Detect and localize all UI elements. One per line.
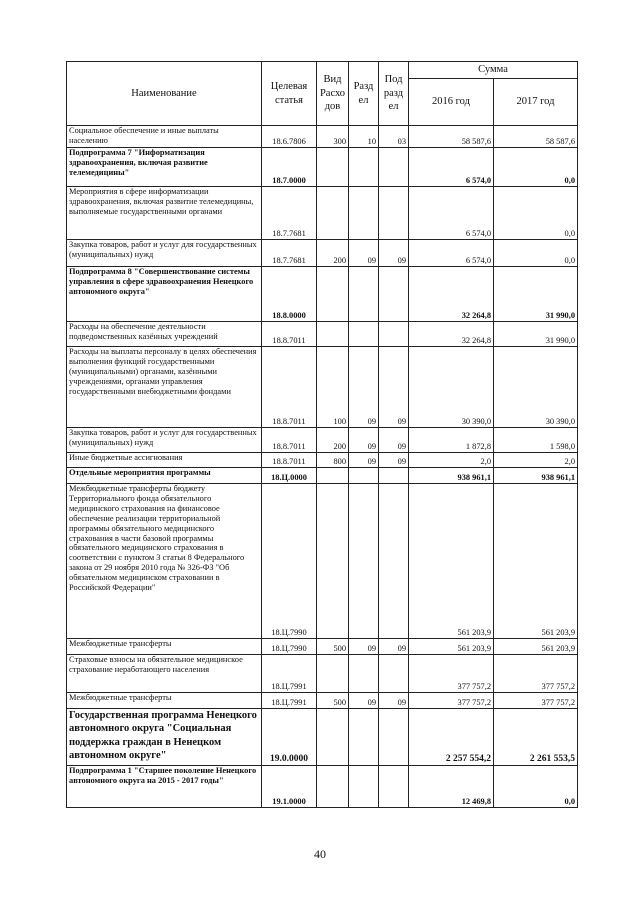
- row-code-cell: 18.8.7011: [262, 347, 317, 428]
- row-section-cell: [349, 766, 379, 808]
- table-row: [67, 453, 578, 468]
- row-code-cell: 18.Ц.7990: [262, 639, 317, 655]
- row-code-cell: 18.7.7681: [262, 187, 317, 240]
- page-number: 40: [314, 847, 326, 861]
- row-amount-2016-cell: 2 257 554,2: [409, 709, 494, 766]
- row-section-cell: [349, 655, 379, 693]
- row-subsection-cell: 09: [379, 693, 409, 709]
- row-section-cell: 09: [349, 240, 379, 267]
- row-name-cell: Межбюджетные трансферты: [67, 639, 262, 655]
- row-subsection-cell: 09: [379, 639, 409, 655]
- row-expense-type-cell: 800: [317, 453, 349, 468]
- row-subsection-cell: [379, 148, 409, 187]
- row-amount-2017-cell: 2,0: [494, 453, 578, 468]
- row-amount-2017-cell: 58 587,6: [494, 126, 578, 148]
- row-subsection-cell: [379, 322, 409, 347]
- row-amount-2016-cell: 377 757,2: [409, 655, 494, 693]
- row-subsection-cell: 03: [379, 126, 409, 148]
- header-sum: Сумма: [409, 62, 578, 79]
- row-amount-2017-cell: 938 961,1: [494, 468, 578, 484]
- row-expense-type-cell: 200: [317, 240, 349, 267]
- row-expense-type-cell: [317, 766, 349, 808]
- row-name-cell: Подпрограмма 8 "Совершенствование системы управления в сфере здравоохранения Ненецкого автономного округа": [67, 267, 262, 322]
- table-row: [67, 693, 578, 709]
- row-section-cell: 09: [349, 453, 379, 468]
- table-row: [67, 126, 578, 148]
- row-section-cell: 09: [349, 347, 379, 428]
- row-name-cell: Расходы на обеспечение деятельности подведомственных казённых учреждений: [67, 322, 262, 347]
- row-amount-2016-cell: 58 587,6: [409, 126, 494, 148]
- row-amount-2017-cell: 377 757,2: [494, 655, 578, 693]
- row-expense-type-cell: 300: [317, 126, 349, 148]
- row-section-cell: [349, 322, 379, 347]
- row-subsection-cell: 09: [379, 240, 409, 267]
- row-amount-2017-cell: 2 261 553,5: [494, 709, 578, 766]
- row-name-cell: Расходы на выплаты персоналу в целях обеспечения выполнения функций государственными (муниципальными) органами, казёнными учреждениями, органами управления государственными внебюджетными фондами: [67, 347, 262, 428]
- row-amount-2016-cell: 32 264,8: [409, 322, 494, 347]
- row-section-cell: 09: [349, 639, 379, 655]
- row-amount-2017-cell: 0,0: [494, 240, 578, 267]
- row-amount-2016-cell: 6 574,0: [409, 240, 494, 267]
- row-amount-2017-cell: 561 203,9: [494, 484, 578, 639]
- row-section-cell: [349, 709, 379, 766]
- row-code-cell: 18.8.7011: [262, 428, 317, 453]
- row-name-cell: Подпрограмма 7 "Информатизация здравоохранения, включая развитие телемедицины": [67, 148, 262, 187]
- row-amount-2017-cell: 31 990,0: [494, 322, 578, 347]
- row-amount-2016-cell: 6 574,0: [409, 187, 494, 240]
- header-name: Наименование: [67, 62, 262, 126]
- row-subsection-cell: [379, 766, 409, 808]
- row-name-cell: Иные бюджетные ассигнования: [67, 453, 262, 468]
- row-amount-2016-cell: 561 203,9: [409, 484, 494, 639]
- row-amount-2016-cell: 561 203,9: [409, 639, 494, 655]
- row-amount-2017-cell: 31 990,0: [494, 267, 578, 322]
- row-expense-type-cell: [317, 484, 349, 639]
- row-amount-2017-cell: 561 203,9: [494, 639, 578, 655]
- row-name-cell: Мероприятия в сфере информатизации здравоохранения, включая развитие телемедицины, выполняемые государственными органами: [67, 187, 262, 240]
- row-code-cell: 18.7.7681: [262, 240, 317, 267]
- row-subsection-cell: [379, 484, 409, 639]
- row-subsection-cell: 09: [379, 347, 409, 428]
- row-name-cell: Межбюджетные трансферты бюджету Территориального фонда обязательного медицинского страхования на финансовое обеспечение реализации территориальной программы обязательного медицинского страхования в части базовой программы обязательного медицинского страхования в соответствии с пунктом 3 статьи 8 Федерального закона от 29 ноября 2010 года № 326-ФЗ "Об обязательном медицинском страховании в Российской Федерации": [67, 484, 262, 639]
- row-expense-type-cell: 100: [317, 347, 349, 428]
- table-body: [67, 126, 578, 808]
- row-subsection-cell: [379, 468, 409, 484]
- row-name-cell: Межбюджетные трансферты: [67, 693, 262, 709]
- row-amount-2016-cell: 1 872,8: [409, 428, 494, 453]
- row-name-cell: Государственная программа Ненецкого автономного округа "Социальная поддержка граждан в Ненецком автономном округе": [67, 709, 262, 766]
- row-amount-2017-cell: 0,0: [494, 187, 578, 240]
- row-name-cell: Закупка товаров, работ и услуг для государственных (муниципальных) нужд: [67, 428, 262, 453]
- row-amount-2017-cell: 0,0: [494, 766, 578, 808]
- row-subsection-cell: [379, 267, 409, 322]
- table-row: [67, 347, 578, 428]
- table-row: [67, 240, 578, 267]
- row-amount-2016-cell: 6 574,0: [409, 148, 494, 187]
- row-amount-2016-cell: 938 961,1: [409, 468, 494, 484]
- row-section-cell: [349, 267, 379, 322]
- row-section-cell: 10: [349, 126, 379, 148]
- header-subsection: Под разд ел: [379, 62, 409, 126]
- row-name-cell: Подпрограмма 1 "Старшее поколение Ненецкого автономного округа на 2015 - 2017 годы": [67, 766, 262, 808]
- row-section-cell: [349, 484, 379, 639]
- row-code-cell: 18.Ц.7991: [262, 655, 317, 693]
- row-subsection-cell: [379, 655, 409, 693]
- row-section-cell: 09: [349, 428, 379, 453]
- row-amount-2017-cell: 377 757,2: [494, 693, 578, 709]
- row-expense-type-cell: [317, 322, 349, 347]
- row-expense-type-cell: [317, 187, 349, 240]
- row-amount-2017-cell: 1 598,0: [494, 428, 578, 453]
- row-expense-type-cell: [317, 148, 349, 187]
- row-amount-2017-cell: 30 390,0: [494, 347, 578, 428]
- header-2017: 2017 год: [494, 79, 578, 126]
- row-code-cell: 18.8.7011: [262, 322, 317, 347]
- row-subsection-cell: [379, 709, 409, 766]
- row-code-cell: 18.Ц.0000: [262, 468, 317, 484]
- header-2016: 2016 год: [409, 79, 494, 126]
- table-row: [67, 468, 578, 484]
- row-amount-2016-cell: 2,0: [409, 453, 494, 468]
- header-expense-type: Вид Расхо дов: [317, 62, 349, 126]
- row-expense-type-cell: [317, 267, 349, 322]
- row-name-cell: Социальное обеспечение и иные выплаты населению: [67, 126, 262, 148]
- row-code-cell: 18.Ц.7991: [262, 693, 317, 709]
- table-row: [67, 187, 578, 240]
- row-code-cell: 18.8.7011: [262, 453, 317, 468]
- row-expense-type-cell: [317, 468, 349, 484]
- header-section: Разд ел: [349, 62, 379, 126]
- row-subsection-cell: 09: [379, 428, 409, 453]
- row-code-cell: 18.8.0000: [262, 267, 317, 322]
- table-row: [67, 709, 578, 766]
- header-target-article: Целевая статья: [262, 62, 317, 126]
- row-section-cell: 09: [349, 693, 379, 709]
- row-section-cell: [349, 187, 379, 240]
- row-name-cell: Закупка товаров, работ и услуг для государственных (муниципальных) нужд: [67, 240, 262, 267]
- row-amount-2016-cell: 377 757,2: [409, 693, 494, 709]
- table-row: [67, 148, 578, 187]
- budget-table: [66, 61, 578, 808]
- row-expense-type-cell: 200: [317, 428, 349, 453]
- row-expense-type-cell: [317, 655, 349, 693]
- row-amount-2017-cell: 0,0: [494, 148, 578, 187]
- row-code-cell: 18.6.7806: [262, 126, 317, 148]
- row-code-cell: 19.1.0000: [262, 766, 317, 808]
- row-section-cell: [349, 148, 379, 187]
- row-section-cell: [349, 468, 379, 484]
- row-amount-2016-cell: 30 390,0: [409, 347, 494, 428]
- row-subsection-cell: 09: [379, 453, 409, 468]
- row-code-cell: 18.Ц.7990: [262, 484, 317, 639]
- row-code-cell: 19.0.0000: [262, 709, 317, 766]
- table-row: [67, 428, 578, 453]
- row-amount-2016-cell: 12 469,8: [409, 766, 494, 808]
- row-name-cell: Отдельные мероприятия программы: [67, 468, 262, 484]
- table-row: [67, 267, 578, 322]
- table-row: [67, 639, 578, 655]
- row-code-cell: 18.7.0000: [262, 148, 317, 187]
- row-subsection-cell: [379, 187, 409, 240]
- table-row: [67, 766, 578, 808]
- table-row: [67, 322, 578, 347]
- row-expense-type-cell: [317, 709, 349, 766]
- row-amount-2016-cell: 32 264,8: [409, 267, 494, 322]
- table-row: [67, 484, 578, 639]
- table-row: [67, 655, 578, 693]
- row-name-cell: Страховые взносы на обязательное медицинское страхование неработающего населения: [67, 655, 262, 693]
- row-expense-type-cell: 500: [317, 639, 349, 655]
- row-expense-type-cell: 500: [317, 693, 349, 709]
